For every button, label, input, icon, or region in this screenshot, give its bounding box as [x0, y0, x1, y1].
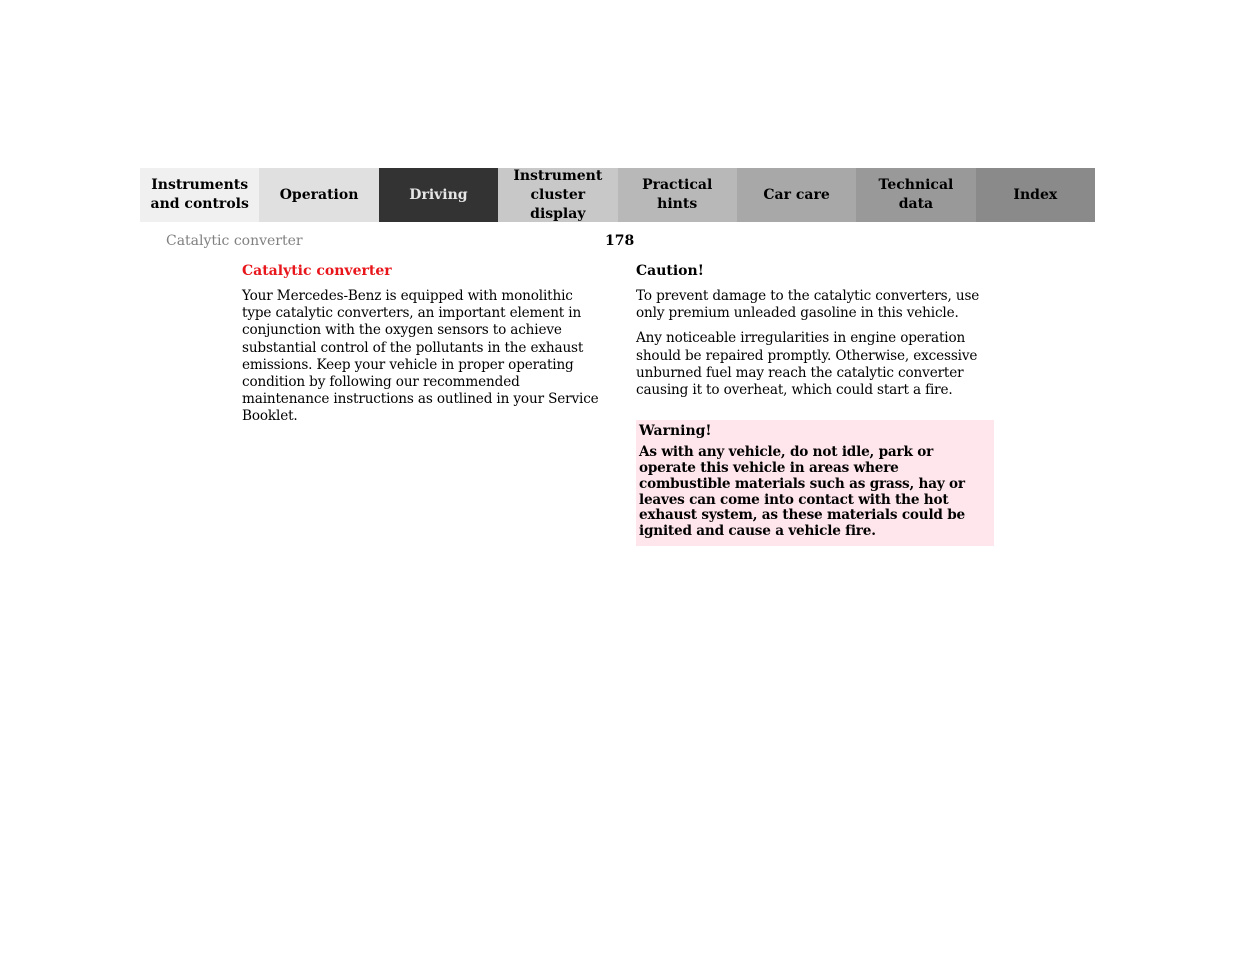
chapter-navigation	[140, 168, 1095, 222]
tab-index[interactable]: Index	[976, 168, 1095, 222]
warning-text: As with any vehicle, do not idle, park or operate this vehicle in areas where combustible materials such as grass, hay or leaves can come into contact with the hot exhaust system, as these materials could be ignited and cause a vehicle fire.	[639, 444, 966, 540]
tab-operation[interactable]: Operation	[259, 168, 378, 222]
body-paragraph: Your Mercedes-Benz is equipped with monolithic type catalytic converters, an important element in conjunction with the oxygen sensors to achieve substantial control of the pollutants in the exhaust emissions. Keep your vehicle in proper operating condition by following our recommended maintenance instructions as outlined in your Service Booklet.	[242, 288, 599, 425]
page-number: 178	[605, 233, 635, 249]
tab-technical-data[interactable]: Technical data	[856, 168, 975, 222]
tab-car-care[interactable]: Car care	[737, 168, 856, 222]
tab-instruments-and-controls[interactable]: Instruments and controls	[140, 168, 259, 222]
tab-driving[interactable]: Driving	[379, 168, 498, 222]
left-column	[242, 262, 602, 434]
running-header-title: Catalytic converter	[166, 233, 303, 249]
tab-instrument-cluster-display[interactable]: Instrument cluster display	[498, 168, 617, 222]
right-column	[636, 262, 994, 546]
caution-paragraph: To prevent damage to the catalytic converters, use only premium unleaded gasoline in this vehicle.	[636, 288, 980, 322]
caution-paragraph: Any noticeable irregularities in engine operation should be repaired promptly. Otherwise, excessive unburned fuel may reach the catalytic converter causing it to overheat, which could start a fire.	[636, 330, 978, 399]
warning-box	[636, 420, 994, 546]
warning-heading: Warning!	[639, 423, 712, 440]
caution-heading: Caution!	[636, 263, 704, 279]
section-heading: Catalytic converter	[242, 263, 392, 279]
tab-practical-hints[interactable]: Practical hints	[618, 168, 737, 222]
